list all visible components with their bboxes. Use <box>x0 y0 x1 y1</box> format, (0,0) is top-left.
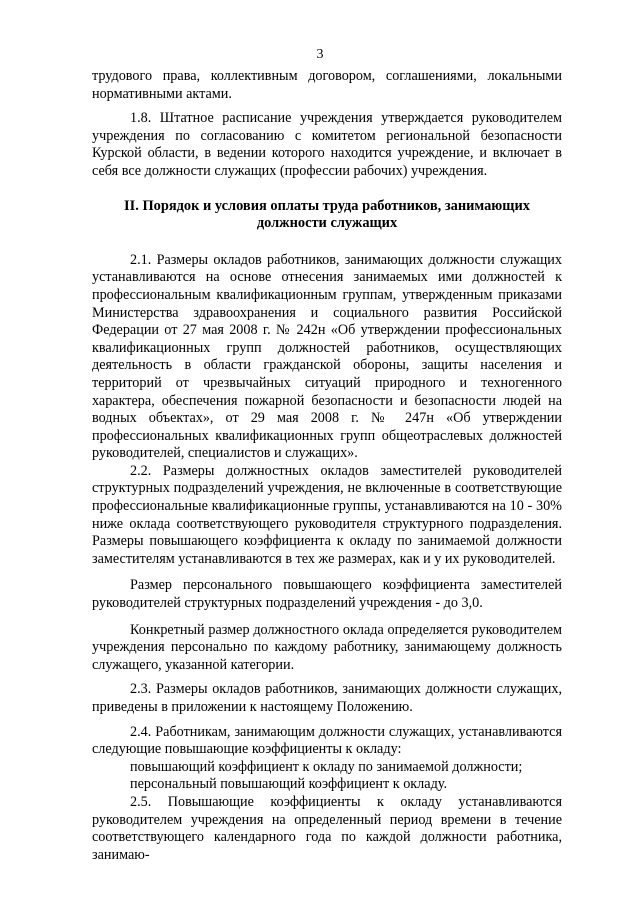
list-item-position-coefficient: повышающий коэффициент к окладу по занимаемой должности; <box>130 758 523 775</box>
paragraph-2-4: 2.4. Работникам, занимающим должности служащих, устанавливаются следующие повышающие коэффициенты к окладу: <box>92 723 562 758</box>
paragraph-1-8: 1.8. Штатное расписание учреждения утверждается руководителем учреждения по согласованию с комитетом региональной безопасности Курской области, в ведении которого находится учреждение, и включает в себя все должности служащих (профессии рабочих) учреждения. <box>92 110 562 179</box>
section-heading: II. Порядок и условия оплаты труда работников, занимающих должности служащих <box>124 197 530 232</box>
paragraph-personal-coefficient: Размер персонального повышающего коэффициента заместителей руководителей структурных подразделений учреждения - до 3,0. <box>92 577 562 612</box>
document-body <box>92 68 562 864</box>
paragraph-2-5: 2.5. Повышающие коэффициенты к окладу устанавливаются руководителем учреждения на определенный период времени в течение соответствующего календарного года по каждой должности работника, занимаю- <box>92 793 562 863</box>
paragraph-2-3: 2.3. Размеры окладов работников, занимающих должности служащих, приведены в приложении к настоящему Положению. <box>92 681 562 715</box>
page-number: 3 <box>316 47 324 62</box>
paragraph-2-1: 2.1. Размеры окладов работников, занимающих должности служащих устанавливаются на основе отнесения занимаемых ими должностей к профессиональным квалификационным группам, утвержденным приказами Министерства здравоохранения и социального развития Российской Федерации от 27 мая 2008 г. № 242н «Об утверждении профессиональных квалификационных групп должностей работников, осуществляющих деятельность в области гражданской обороны, защиты населения и территорий от чрезвычайных ситуаций природного и техногенного характера, обеспечения пожарной безопасности и безопасности людей на водных объектах», от 29 мая 2008 г. № 247н «Об утверждении профессиональных квалификационных групп общеотраслевых должностей руководителей, специалистов и служащих». <box>92 251 562 462</box>
paragraph-2-2: 2.2. Размеры должностных окладов заместителей руководителей структурных подразделений учреждения, не включенные в соответствующие профессиональные квалификационные группы, устанавливаются на 10 - 30% ниже оклада соответствующего руководителя структурного подразделения. Размеры повышающего коэффициента к окладу по занимаемой должности заместителям устанавливаются в тех же размерах, как и у их руководителей. <box>92 462 562 567</box>
paragraph-salary-determination: Конкретный размер должностного оклада определяется руководителем учреждения персонально по каждому работнику, занимающему должность служащего, указанной категории. <box>92 621 562 673</box>
list-item-personal-coefficient: персональный повышающий коэффициент к окладу. <box>130 776 448 793</box>
paragraph-continued: трудового права, коллективным договором, соглашениями, локальными нормативными актами. <box>92 68 562 102</box>
